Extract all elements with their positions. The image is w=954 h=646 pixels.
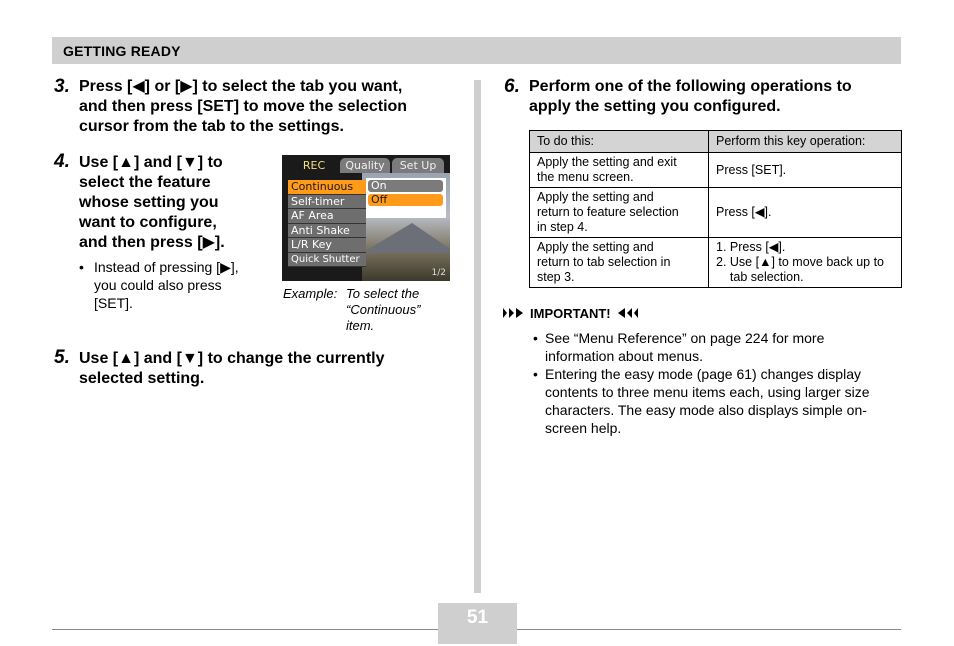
column-divider [474,80,481,593]
list-item-line: information about menus. [545,348,703,364]
step-4-note [79,258,239,312]
caption-line: “Continuous” [346,302,421,317]
important-right-icon [616,307,638,323]
cell-line: return to feature selection [537,205,679,219]
step-3-line: Press [◀] or [▶] to select the tab you want, [79,78,403,95]
table-row [530,153,902,188]
bullet-dot: • [533,330,538,346]
tab-rec: REC [290,158,338,173]
list-item-line: Entering the easy mode (page 61) changes display [545,366,861,382]
table-header-cell: To do this: [530,131,709,153]
tab-quality: Quality [340,158,390,173]
step-6-number: 6. [504,76,520,97]
step-5-line: Use [▲] and [▼] to change the currently [79,350,385,367]
important-left-icon [503,307,525,323]
important-heading [503,306,638,322]
cell-line: Apply the setting and exit [537,155,677,169]
caption-line: item. [346,318,375,333]
step-3-text [79,77,407,137]
step-3-line: cursor from the tab to the settings. [79,118,344,135]
caption-line: To select the [346,286,420,301]
step-6-text [529,77,852,117]
table-cell [709,238,902,288]
step-4-line: Use [▲] and [▼] to [79,154,223,171]
step-3-line: and then press [SET] to move the selection [79,98,408,115]
step-4-text [79,153,225,253]
step-4-note-line: Instead of pressing [▶], [94,259,239,275]
cell-line: Apply the setting and [537,190,654,204]
caption-prefix: Example: [283,286,338,301]
cell-line: Press [SET]. [716,162,787,177]
page-number: 51 [466,607,489,628]
step-4-note-line: you could also press [94,277,222,293]
menu-item-continuous: Continuous [288,180,366,195]
list-item-line: screen help. [545,420,622,436]
option-off: Off [368,194,443,206]
table-cell [530,238,709,288]
step-5-line: selected setting. [79,370,205,387]
step-4-note-line: [SET]. [94,295,133,311]
list-item [533,365,901,437]
menu-item-quick-shutter: Quick Shutter [288,253,366,268]
option-on: On [368,180,443,192]
step-4-line: want to configure, [79,214,217,231]
menu-item-self-timer: Self-timer [288,195,366,210]
table-header-row [530,131,902,153]
table-row [530,238,902,288]
important-list [533,329,901,437]
cell-line: the menu screen. [537,170,634,184]
camera-menu-screenshot [282,155,450,281]
cell-line: 1. Press [◀]. [716,240,786,254]
menu-item-lr-key: L/R Key [288,238,366,253]
menu-item-anti-shake: Anti Shake [288,224,366,239]
step-5-text [79,349,384,389]
step-4-line: select the feature [79,174,211,191]
cell-line: step 3. [537,270,575,284]
mountain-shape [362,223,450,253]
table-header-cell: Perform this key operation: [709,131,902,153]
step-6-line: apply the setting you configured. [529,98,781,115]
list-item-line: characters. The easy mode also displays simple on- [545,402,867,418]
important-label: IMPORTANT! [530,306,611,321]
operations-table [529,130,902,288]
cell-line: Apply the setting and [537,240,654,254]
section-title: GETTING READY [63,43,181,59]
table-row [530,188,902,238]
step-4-line: whose setting you [79,194,219,211]
menu-item-af-area: AF Area [288,209,366,224]
step-6-line: Perform one of the following operations to [529,78,852,95]
camera-menu-list [288,180,366,267]
table-cell [709,153,902,188]
table-cell [709,188,902,238]
step-4-line: and then press [▶]. [79,234,225,251]
list-item [533,329,901,365]
bullet-dot: • [533,366,538,382]
cell-line: in step 4. [537,220,588,234]
step-3-number: 3. [54,76,70,97]
camera-tabs [282,158,450,174]
tab-setup: Set Up [392,158,444,173]
step-4-number: 4. [54,151,70,172]
figure-caption-body [346,286,420,334]
image-counter: 1/2 [431,268,446,278]
table-cell [530,153,709,188]
list-item-line: contents to three menu items each, using larger size [545,384,870,400]
cell-line: tab selection. [716,270,804,284]
cell-line: Press [◀]. [716,205,772,219]
list-item-line: See “Menu Reference” on page 224 for more [545,330,825,346]
page-number-box [438,603,517,644]
section-header-bar [52,37,901,64]
bullet-dot: • [79,259,84,275]
figure-caption [283,286,337,302]
cell-line: return to tab selection in [537,255,671,269]
cell-line: 2. Use [▲] to move back up to [716,255,885,269]
step-5-number: 5. [54,347,70,368]
table-cell [530,188,709,238]
